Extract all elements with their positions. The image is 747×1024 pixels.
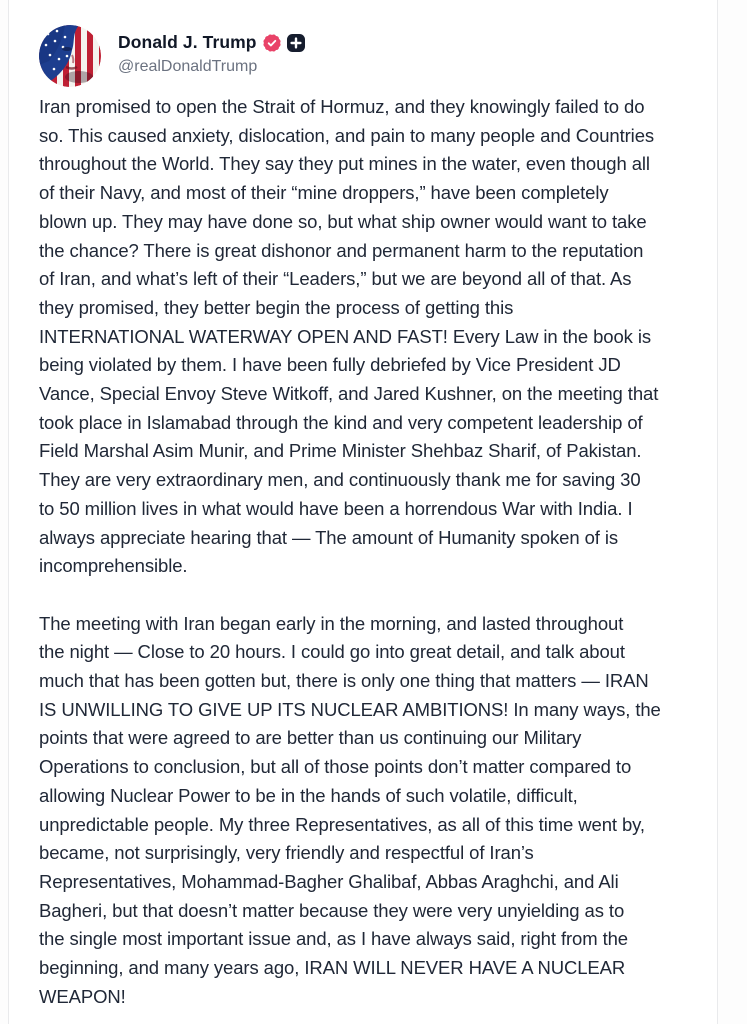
post-text-line: so. This caused anxiety, dislocation, and pain to many people and Countries	[39, 124, 655, 146]
post-text-line: points that were agreed to are better than us continuing our Military	[39, 727, 582, 749]
post-text-line: of their Navy, and most of their “mine droppers,” have been completely	[39, 182, 609, 204]
post-text-line: Field Marshal Asim Munir, and Prime Minister Shehbaz Sharif, of Pakistan.	[39, 440, 642, 462]
name-row	[118, 32, 305, 53]
trump-american-flag-avatar-icon	[39, 25, 101, 87]
post-text-line: Vance, Special Envoy Steve Witkoff, and Jared Kushner, on the meeting that	[39, 383, 659, 405]
post-text-line: took place in Islamabad through the kind and very competent leadership of	[39, 411, 643, 433]
author-identity	[118, 25, 305, 76]
post-text-line: Bagheri, but that doesn’t matter because they were very unyielding as to	[39, 899, 625, 921]
post-text-line: Iran promised to open the Strait of Hormuz, and they knowingly failed to do	[39, 96, 645, 117]
post-text-line: of Iran, and what’s left of their “Leaders,” but we are beyond all of that. As	[39, 268, 632, 290]
post-text-line: INTERNATIONAL WATERWAY OPEN AND FAST! Every Law in the book is	[39, 325, 651, 347]
post-text-line: to 50 million lives in what would have been a horrendous War with India. I	[39, 497, 633, 519]
display-name[interactable]: Donald J. Trump	[118, 32, 257, 52]
post-text-line: throughout the World. They say they put mines in the water, even though all	[39, 153, 650, 175]
post-body	[39, 93, 687, 1011]
verified-badge-icon	[263, 34, 281, 52]
user-handle[interactable]: @realDonaldTrump	[118, 58, 258, 75]
post-text-line: They are very extraordinary men, and continuously thank me for saving 30	[39, 469, 641, 491]
post-text-line: beginning, and many years ago, IRAN WILL NEVER HAVE A NUCLEAR	[39, 957, 626, 979]
post-text-line: Operations to conclusion, but all of those points don’t matter compared to	[39, 756, 632, 778]
post-paragraph-1	[39, 93, 687, 581]
post-text-line: the chance? There is great dishonor and permanent harm to the reputation	[39, 239, 644, 261]
post-text-line: the single most important issue and, as I have always said, right from the	[39, 928, 628, 950]
post-text-line: the night — Close to 20 hours. I could go into great detail, and talk about	[39, 641, 625, 663]
post-text-line: always appreciate hearing that — The amount of Humanity spoken of is	[39, 526, 619, 548]
post-text-line: became, not surprisingly, very friendly and respectful of Iran’s	[39, 842, 534, 864]
post-text-line: Representatives, Mohammad-Bagher Ghalibaf, Abbas Araghchi, and Ali	[39, 870, 619, 892]
truth-plus-badge-icon	[287, 34, 305, 52]
post-card	[8, 0, 718, 1024]
post-header	[39, 25, 687, 87]
post-text-line: IS UNWILLING TO GIVE UP ITS NUCLEAR AMBITIONS! In many ways, the	[39, 698, 661, 720]
post-text-line: allowing Nuclear Power to be in the hands of such volatile, difficult,	[39, 784, 578, 806]
post-text-line: blown up. They may have done so, but what ship owner would want to take	[39, 210, 647, 232]
post-text-line: unpredictable people. My three Representatives, as all of this time went by,	[39, 813, 645, 835]
post-paragraph-2	[39, 610, 687, 1012]
post-text-line: The meeting with Iran began early in the morning, and lasted throughout	[39, 612, 624, 634]
post-text-line: incomprehensible.	[39, 555, 188, 577]
post-text-line: they promised, they better begin the process of getting this	[39, 296, 514, 318]
post-text-line: much that has been gotten but, there is only one thing that matters — IRAN	[39, 670, 649, 692]
post-text-line: being violated by them. I have been fully debriefed by Vice President JD	[39, 354, 621, 376]
avatar[interactable]	[39, 25, 101, 87]
post-text-line: WEAPON!	[39, 985, 126, 1007]
